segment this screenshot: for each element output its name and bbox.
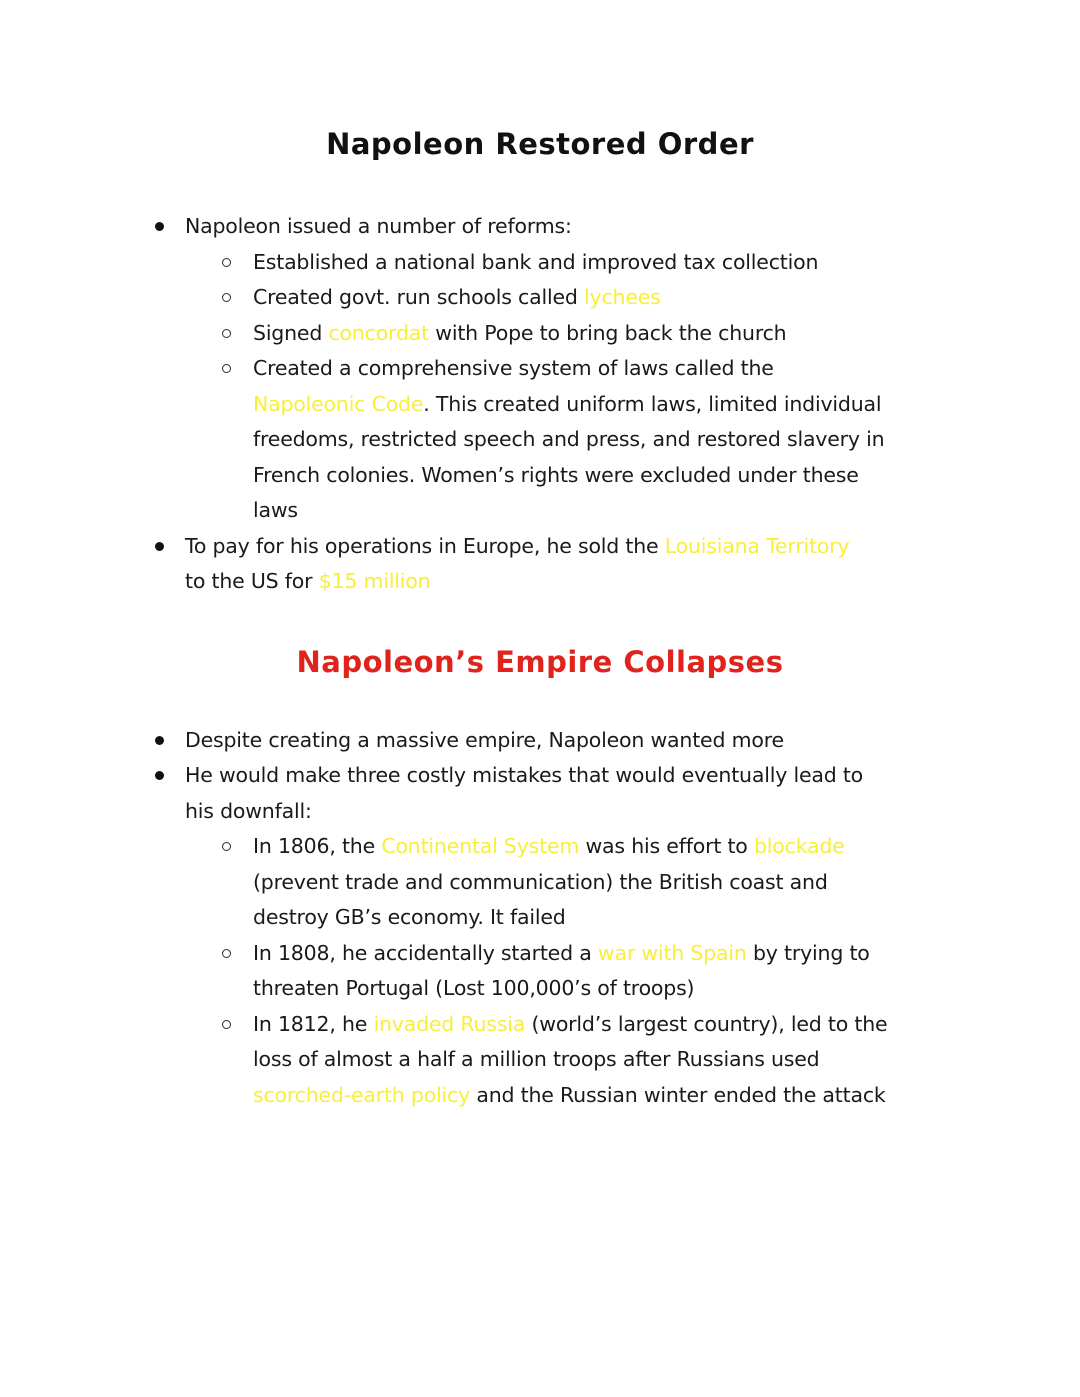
text-line [185, 529, 1080, 565]
text-run: Signed [253, 320, 329, 345]
text-run: In 1806, the [253, 834, 382, 858]
bullet-list [0, 209, 1080, 600]
section-title-napoleons-empire-collapses: Napoleon’s Empire Collapses [296, 644, 784, 679]
circle-bullet-icon [222, 245, 253, 267]
text-line [253, 458, 1080, 494]
text-run: threaten Portugal (Lost 100,000’s of troops) [253, 976, 695, 1000]
disc-bullet-icon [155, 529, 185, 551]
item-text [253, 351, 1080, 529]
disc-bullet-icon [155, 723, 185, 745]
text-run: In 1812, he [253, 1011, 374, 1036]
disc-bullet-icon [155, 758, 185, 780]
highlighted-text-run: Continental System [381, 834, 580, 858]
text-run: Created govt. run schools called [253, 285, 585, 309]
list-item [0, 280, 1080, 316]
text-line [185, 758, 1080, 794]
highlighted-text-run: lychees [584, 285, 661, 309]
text-line [253, 351, 1080, 387]
text-run: with Pope to bring back the church [428, 320, 787, 345]
list-item [0, 529, 1080, 600]
text-run: loss of almost a half a million troops after Russians used [253, 1047, 820, 1071]
text-line [253, 936, 1080, 972]
section-title-napoleon-restored-order: Napoleon Restored Order [326, 127, 754, 161]
highlighted-text-run: $15 million [318, 569, 431, 593]
disc-bullet-shape [155, 542, 164, 551]
list-item [0, 351, 1080, 529]
text-run: Established a national bank and improved tax collection [253, 249, 819, 274]
item-text [185, 529, 1080, 600]
text-line [253, 1078, 1080, 1114]
circle-bullet-icon [222, 316, 253, 338]
circle-bullet-icon [222, 280, 253, 302]
text-run: freedoms, restricted speech and press, and restored slavery in [253, 427, 885, 451]
text-line [253, 829, 1080, 865]
disc-bullet-shape [155, 736, 164, 745]
list-item [0, 723, 1080, 759]
text-run: (world’s largest country), led to the [525, 1011, 888, 1036]
circle-bullet-icon [222, 1007, 253, 1029]
item-text [253, 245, 1080, 281]
text-line [253, 422, 1080, 458]
circle-bullet-shape [222, 364, 231, 373]
item-text [185, 209, 1080, 245]
text-line [253, 865, 1080, 901]
circle-bullet-icon [222, 351, 253, 373]
text-run: In 1808, he accidentally started a [253, 940, 598, 965]
highlighted-text-run: Louisiana Territory [664, 533, 850, 558]
disc-bullet-shape [155, 771, 164, 780]
highlighted-text-run: blockade [753, 834, 845, 858]
text-line [253, 971, 1080, 1007]
text-line [253, 1007, 1080, 1043]
text-run: (prevent trade and communication) the British coast and [253, 869, 828, 894]
item-text [253, 936, 1080, 1007]
text-line [253, 280, 1080, 316]
disc-bullet-shape [155, 222, 164, 231]
highlighted-text-run: invaded Russia [373, 1011, 526, 1036]
text-line [253, 245, 1080, 281]
item-text [253, 316, 1080, 352]
highlighted-text-run: Napoleonic Code [253, 391, 424, 416]
circle-bullet-shape [222, 842, 231, 851]
item-text [185, 758, 1080, 829]
text-run: Despite creating a massive empire, Napoleon wanted more [185, 727, 784, 752]
item-text [185, 723, 1080, 759]
text-line [185, 794, 1080, 830]
text-run: French colonies. Women’s rights were excluded under these [253, 462, 859, 487]
text-line [253, 493, 1080, 529]
text-run: He would make three costly mistakes that would eventually lead to [185, 763, 864, 787]
text-run: Created a comprehensive system of laws called the [253, 356, 774, 380]
disc-bullet-icon [155, 209, 185, 231]
highlighted-text-run: scorched-earth policy [253, 1082, 471, 1107]
list-item [0, 1007, 1080, 1114]
circle-bullet-icon [222, 829, 253, 851]
text-run: by trying to [746, 940, 870, 965]
circle-bullet-shape [222, 1020, 231, 1029]
list-item [0, 209, 1080, 245]
text-run: Napoleon issued a number of reforms: [185, 214, 572, 238]
text-run: to the US for [185, 569, 319, 593]
text-line [253, 316, 1080, 352]
text-run: laws [253, 498, 298, 522]
text-line [185, 723, 1080, 759]
text-run: was his effort to [579, 834, 754, 858]
text-run: and the Russian winter ended the attack [470, 1082, 886, 1107]
text-line [185, 564, 1080, 600]
item-text [253, 280, 1080, 316]
circle-bullet-icon [222, 936, 253, 958]
circle-bullet-shape [222, 329, 231, 338]
text-line [185, 209, 1080, 245]
list-item [0, 829, 1080, 936]
highlighted-text-run: war with Spain [597, 940, 747, 965]
bullet-list [0, 723, 1080, 1114]
text-line [253, 900, 1080, 936]
list-item [0, 316, 1080, 352]
text-run: destroy GB’s economy. It failed [253, 905, 566, 929]
list-item [0, 936, 1080, 1007]
text-run: his downfall: [185, 798, 312, 823]
text-run: . This created uniform laws, limited individual [423, 391, 882, 416]
text-line [253, 1042, 1080, 1078]
text-run: To pay for his operations in Europe, he sold the [185, 533, 665, 558]
highlighted-text-run: concordat [328, 320, 429, 345]
item-text [253, 1007, 1080, 1114]
text-line [253, 387, 1080, 423]
list-item [0, 245, 1080, 281]
circle-bullet-shape [222, 258, 231, 267]
circle-bullet-shape [222, 949, 231, 958]
circle-bullet-shape [222, 293, 231, 302]
item-text [253, 829, 1080, 936]
list-item [0, 758, 1080, 829]
